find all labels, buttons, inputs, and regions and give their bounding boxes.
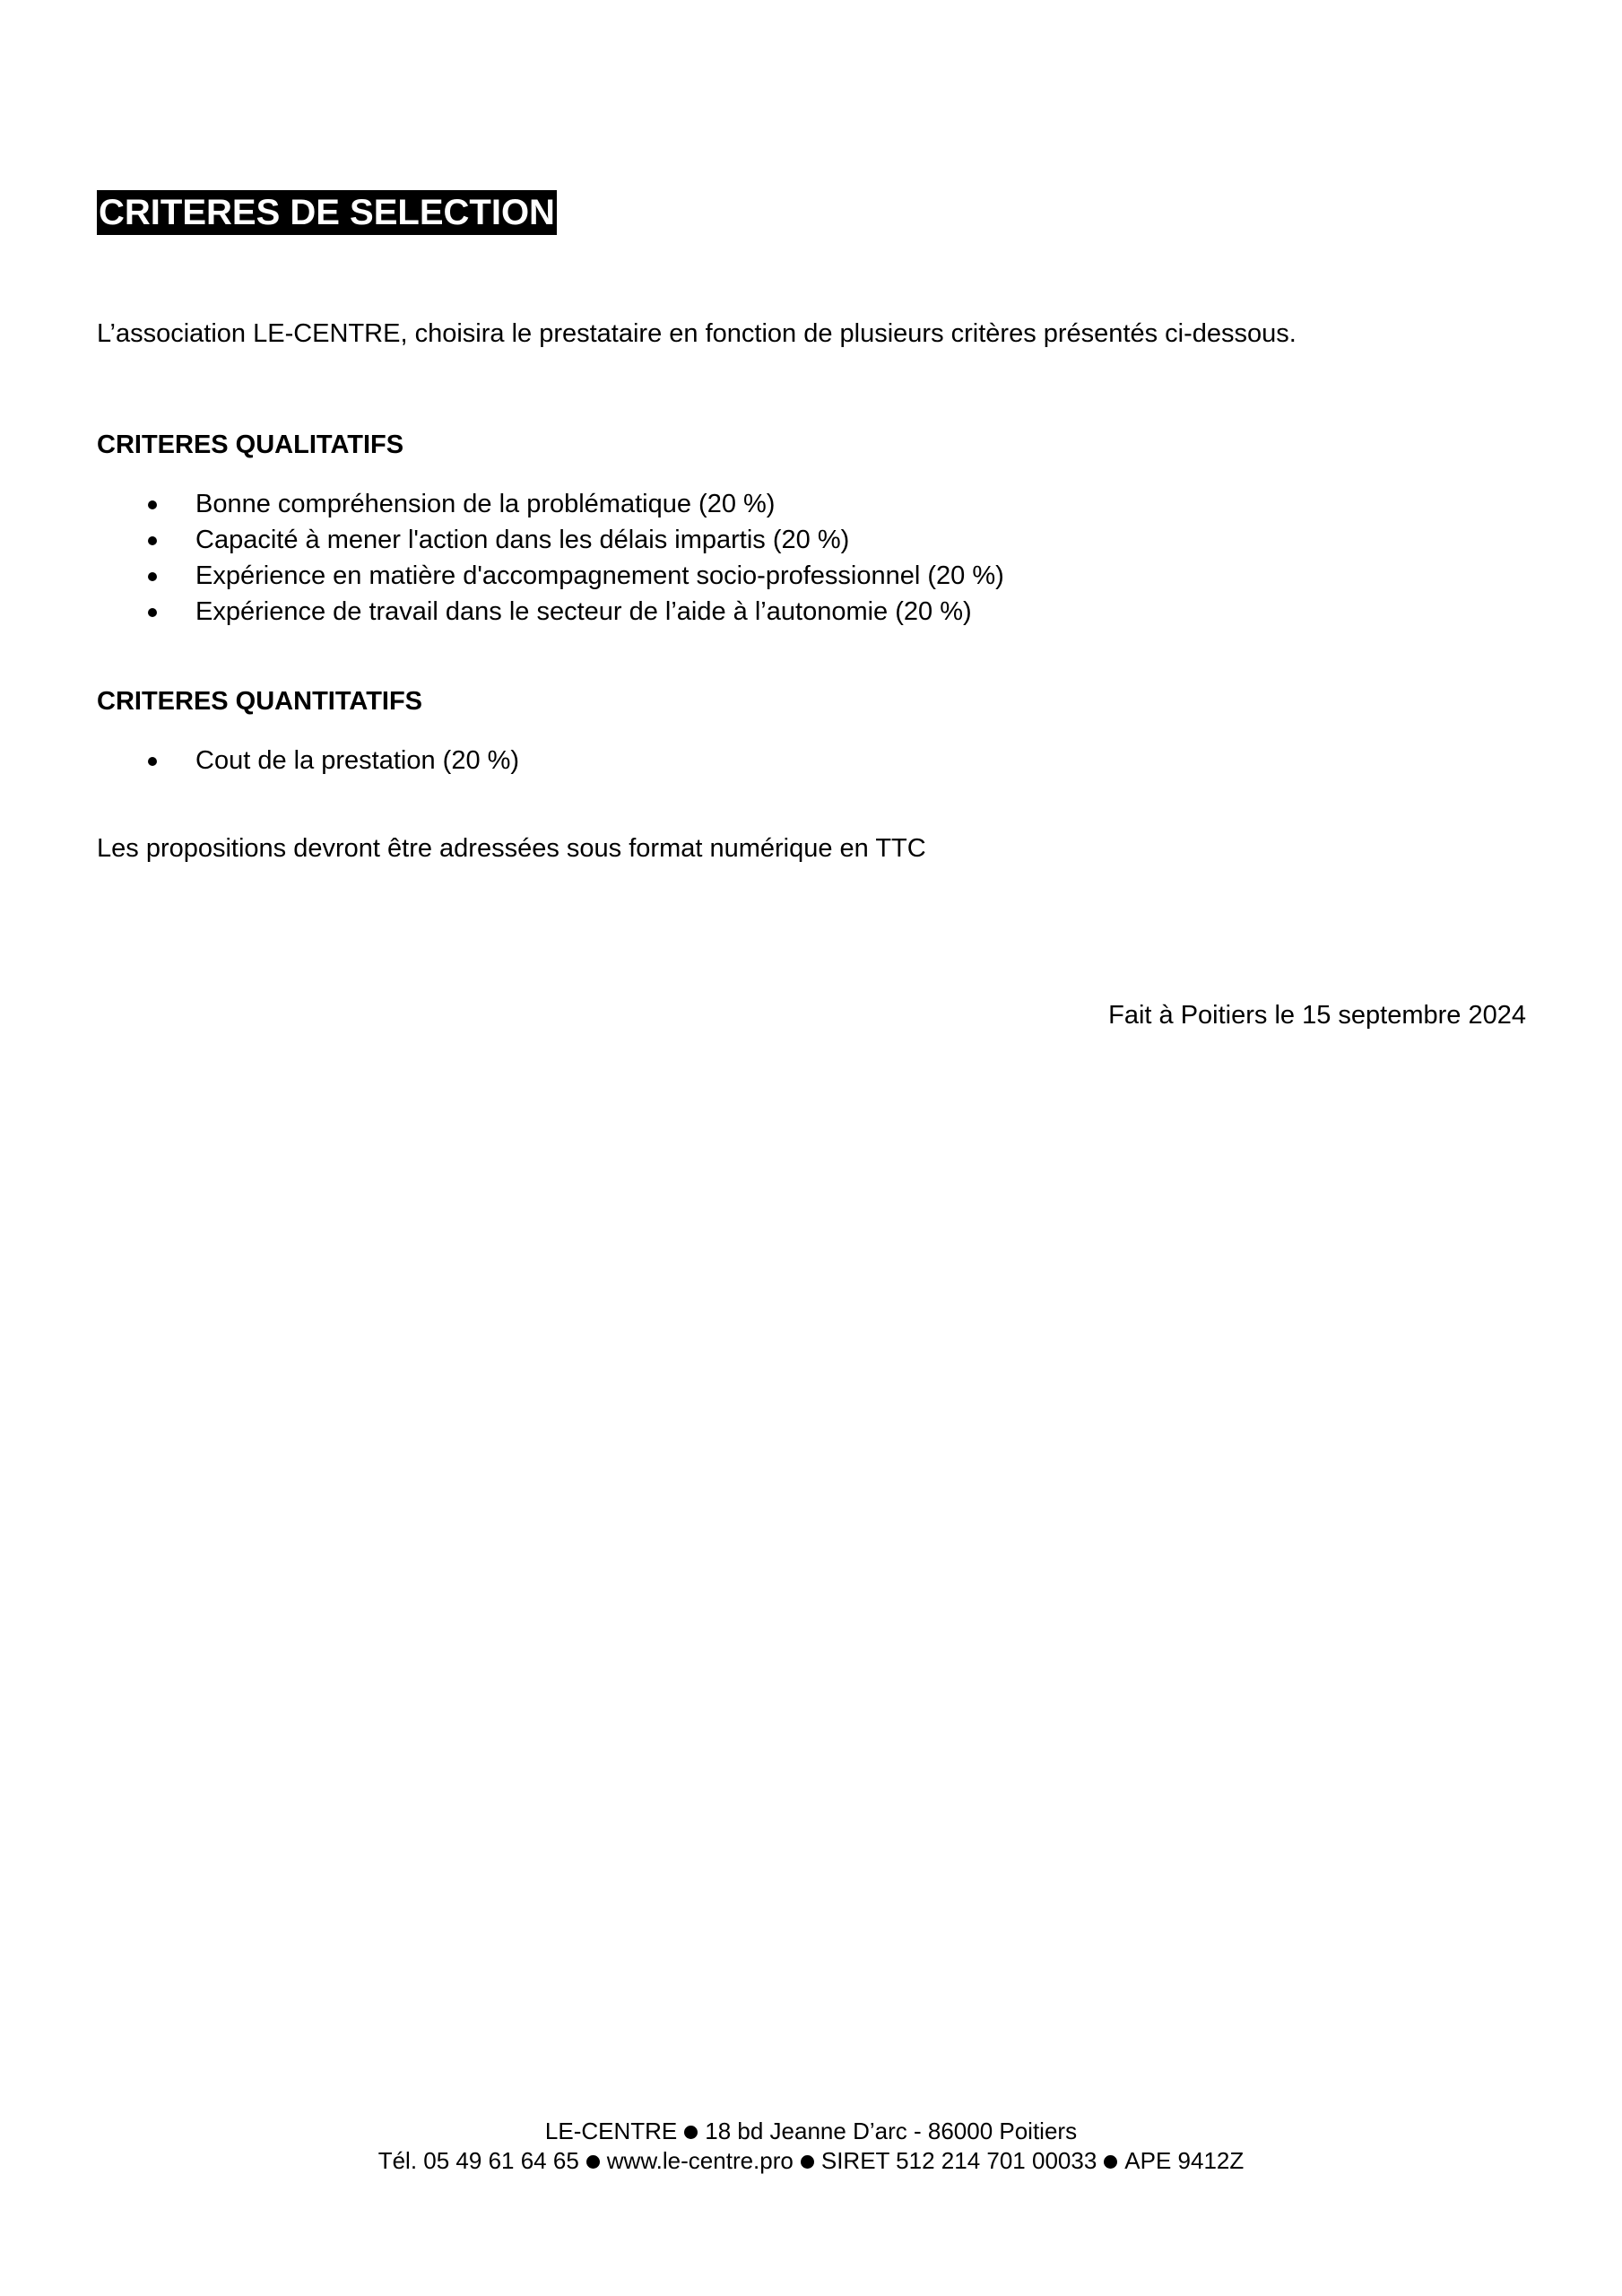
separator-dot-icon xyxy=(1104,2155,1117,2169)
criterion-text: Expérience de travail dans le secteur de l’aide à l’autonomie (20 %) xyxy=(195,597,972,626)
page-footer xyxy=(0,2117,1622,2176)
footer-siret: SIRET 512 214 701 00033 xyxy=(820,2147,1097,2174)
footer-address: 18 bd Jeanne D’arc - 86000 Poitiers xyxy=(705,2118,1078,2144)
footer-contact-line xyxy=(0,2146,1622,2176)
bullet-icon xyxy=(148,572,157,581)
closing-paragraph: Les propositions devront être adressées sous format numérique en TTC xyxy=(97,834,926,863)
bullet-icon xyxy=(148,757,157,766)
quantitative-criteria-heading: CRITERES QUANTITATIFS xyxy=(97,687,423,716)
footer-website: www.le-centre.pro xyxy=(606,2147,794,2174)
page-title: CRITERES DE SELECTION xyxy=(97,190,557,235)
criterion-text: Cout de la prestation (20 %) xyxy=(195,746,520,775)
bullet-icon xyxy=(148,500,157,509)
criterion-text: Expérience en matière d'accompagnement socio-professionnel (20 %) xyxy=(195,561,1004,590)
bullet-icon xyxy=(148,536,157,545)
place-and-date: Fait à Poitiers le 15 septembre 2024 xyxy=(1108,1001,1526,1030)
separator-dot-icon xyxy=(586,2155,600,2169)
footer-address-line xyxy=(0,2117,1622,2146)
bullet-icon xyxy=(148,608,157,617)
separator-dot-icon xyxy=(684,2126,698,2139)
separator-dot-icon xyxy=(801,2155,814,2169)
footer-phone: Tél. 05 49 61 64 65 xyxy=(377,2147,579,2174)
footer-ape: APE 9412Z xyxy=(1124,2147,1245,2174)
footer-org-name: LE-CENTRE xyxy=(544,2118,678,2144)
criterion-text: Capacité à mener l'action dans les délais impartis (20 %) xyxy=(195,526,850,554)
qualitative-criteria-heading: CRITERES QUALITATIFS xyxy=(97,430,404,459)
intro-paragraph: L’association LE-CENTRE, choisira le prestataire en fonction de plusieurs critères présentés ci-dessous. xyxy=(97,319,1297,348)
criterion-text: Bonne compréhension de la problématique (20 %) xyxy=(195,490,776,518)
